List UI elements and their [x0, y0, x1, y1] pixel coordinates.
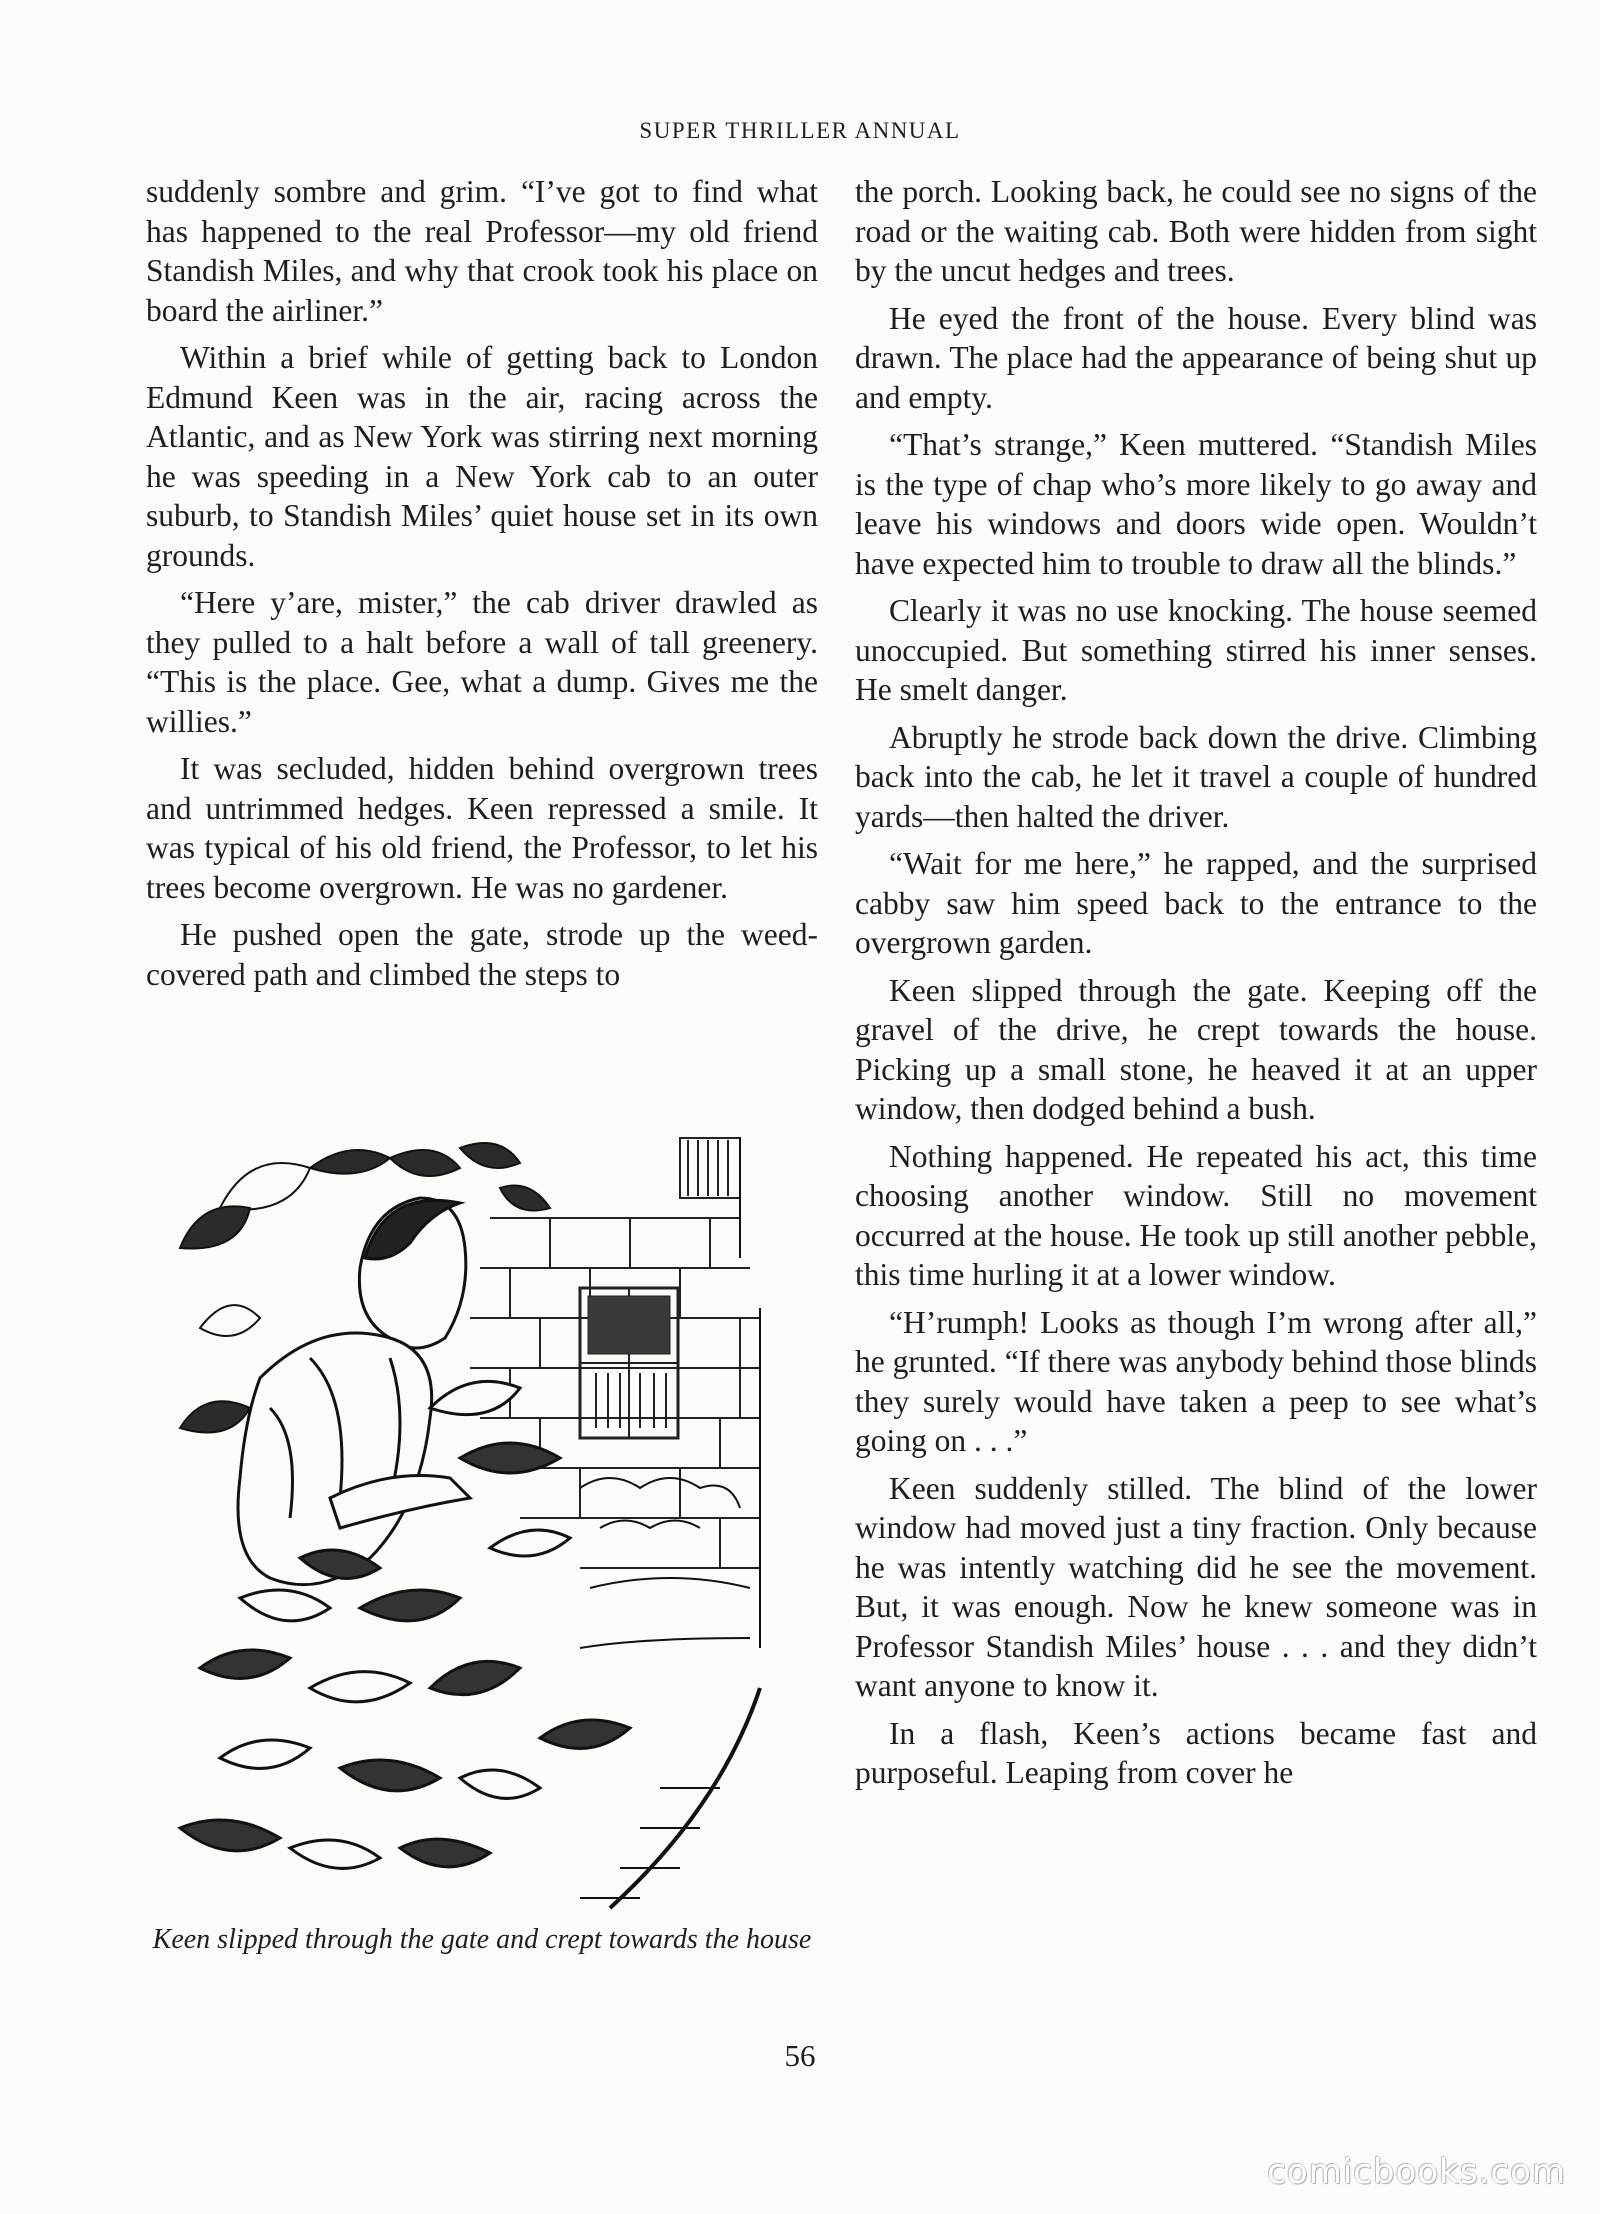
paragraph: “That’s strange,” Keen muttered. “Standish Miles is the type of chap who’s more likely to go away and leave his windows and doors wide open. Wouldn’t have expected him to trouble to draw all the blinds.”: [855, 427, 1537, 581]
keen-figure: [238, 1198, 470, 1585]
paragraph: “H’rumph! Looks as though I’m wrong after all,” he grunted. “If there was anybody behind those blinds they surely would have taken a peep to see what’s going on . . .”: [855, 1304, 1537, 1458]
illustration-caption: Keen slipped through the gate and crept towards the house: [152, 1924, 812, 1955]
paragraph: Within a brief while of getting back to London Edmund Keen was in the air, racing across the Atlantic, and as New York was stirring next morning he was speeding in a New York cab to an outer suburb, to Standish Miles’ quiet house set in its own grounds.: [146, 340, 818, 573]
paragraph: He eyed the front of the house. Every blind was drawn. The place had the appearance of being shut up and empty.: [855, 300, 1537, 415]
paragraph: In a flash, Keen’s actions became fast and purposeful. Leaping from cover he: [855, 1715, 1537, 1790]
paragraph: Keen slipped through the gate. Keeping off the gravel of the drive, he crept towards the house. Picking up a small stone, he heaved it at an upper window, then dodged behind a bush.: [855, 972, 1537, 1126]
paragraph: suddenly sombre and grim. “I’ve got to find what has happened to the real Professor—my old friend Standish Miles, and why that crook took his place on board the airliner.”: [146, 174, 818, 328]
paragraph: He pushed open the gate, strode up the weed-covered path and climbed the steps to: [146, 917, 818, 992]
paragraph: “Here y’are, mister,” the cab driver drawled as they pulled to a halt before a wall of tall greenery. “This is the place. Gee, what a dump. Gives me the willies.”: [146, 585, 818, 739]
running-head: SUPER THRILLER ANNUAL: [639, 118, 961, 143]
paragraph: the porch. Looking back, he could see no signs of the road or the waiting cab. Both were hidden from sight by the uncut hedges and trees.: [855, 174, 1537, 288]
lower-window: [580, 1288, 678, 1438]
story-illustration: [160, 1128, 810, 1918]
paragraph: Nothing happened. He repeated his act, this time choosing another window. Still no movement occurred at the house. He took up still another pebble, this time hurling it at a lower window.: [855, 1138, 1537, 1292]
paragraph: Clearly it was no use knocking. The house seemed unoccupied. But something stirred his inner senses. He smelt danger.: [855, 593, 1537, 707]
page-number: 56: [784, 2038, 816, 2073]
paragraph: “Wait for me here,” he rapped, and the surprised cabby saw him speed back to the entrance to the overgrown garden.: [855, 846, 1537, 960]
shrubbery: [580, 1478, 760, 1908]
right-text-column: [855, 172, 1537, 1801]
upper-window: [680, 1138, 740, 1198]
left-text-column: [146, 172, 818, 1002]
paragraph: Keen suddenly stilled. The blind of the lower window had moved just a tiny fraction. Only because he was intently watching did he see the movement. But, it was enough. Now he knew someone was in Professor Standish Miles’ house . . . and they didn’t want anyone to know it.: [855, 1470, 1537, 1703]
illustration-frame-lines: [740, 1138, 760, 1648]
paragraph: It was secluded, hidden behind overgrown trees and untrimmed hedges. Keen repressed a smile. It was typical of his old friend, the Professor, to let his trees become overgrown. He was no gardener.: [146, 751, 818, 905]
watermark: comicbooks.com: [1267, 2152, 1566, 2192]
paragraph: Abruptly he strode back down the drive. Climbing back into the cab, he let it travel a couple of hundred yards—then halted the driver.: [855, 719, 1537, 834]
